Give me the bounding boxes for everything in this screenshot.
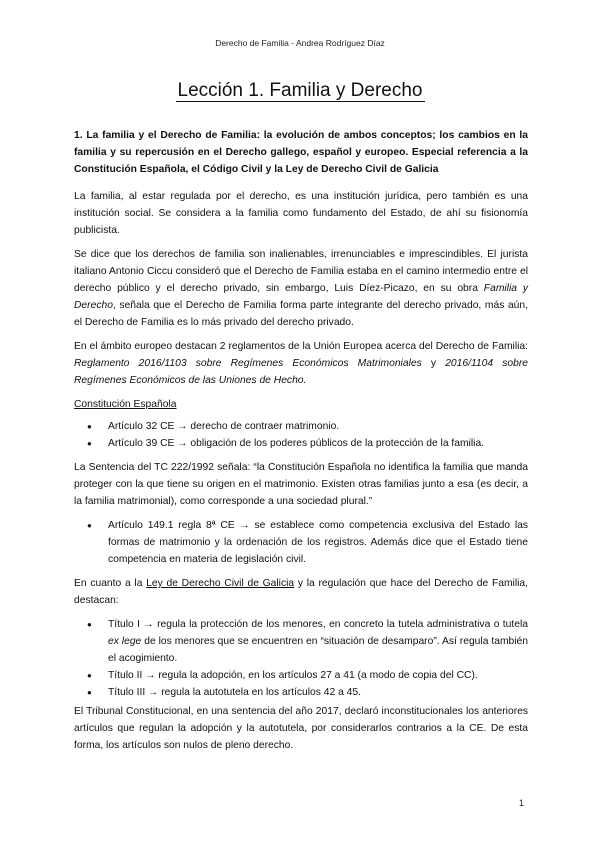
page-title-text: Lección 1. Familia y Derecho [177, 80, 423, 101]
regulation-1103: Reglamento 2016/1103 sobre Regímenes Económicos Matrimoniales [74, 358, 422, 369]
list-item: ● Título II → regula la adopción, en los artículos 27 a 41 (a modo de copia del CC). [74, 667, 528, 684]
para5-text2: y la regulación que hace del Derecho de Familia, destacan: [74, 578, 529, 606]
galicia-titles-list [74, 616, 528, 701]
document-body [74, 127, 528, 761]
page-title [0, 80, 600, 102]
constitucion-heading: Constitución Española [74, 399, 177, 410]
list-item [74, 616, 528, 667]
para2-text2: , señala que el Derecho de Familia forma parte integrante del derecho privado, más aún, el Derecho de Familia es lo más privado del derecho privado. [74, 300, 528, 328]
paragraph-derechos-familia [74, 246, 528, 331]
running-header: Derecho de Familia - Andrea Rodríguez Díaz [215, 38, 385, 48]
regulation-1104: 2016/1104 sobre Regímenes Económicos de las Uniones de Hecho. [74, 358, 528, 386]
para3-text2: y [421, 358, 446, 369]
list-item: ● Artículo 32 CE → derecho de contraer matrimonio. [74, 418, 528, 435]
list-item: ● Artículo 149.1 regla 8ª CE → se establece como competencia exclusiva del Estado las formas de matrimonio y la ordenación de los registros. Además dice que el Estado tiene competencia en materia de legislación civil. [74, 517, 528, 568]
paragraph-ley-galicia [74, 575, 528, 609]
ex-lege: ex lege [108, 636, 142, 647]
titulo1-text1: Título I → regula la protección de los menores, en concreto la tutela administrativa o tutela [108, 619, 528, 630]
articulo-149-list [74, 517, 528, 568]
para2-text1: Se dice que los derechos de familia son inalienables, irrenunciables e imprescindibles. El jurista italiano Antonio Ciccu consideró que el Derecho de Familia estaba en el camino intermedio entre el derecho público y el derecho privado, sin embargo, Luis Díez-Picazo, en su obra [74, 249, 528, 294]
page-number: 1 [519, 798, 525, 808]
constitucion-list [74, 418, 528, 452]
titulo1-text2: de los menores que se encuentren en “situación de desamparo”. Así regula también el acogimiento. [108, 636, 528, 664]
paragraph-ambito-europeo [74, 338, 528, 389]
paragraph-familia-institucion: La familia, al estar regulada por el derecho, es una institución jurídica, pero también es una institución social. Se considera a la familia como fundamento del Estado, de ahí su fisionomía publicista. [74, 191, 528, 236]
para5-text1: En cuanto a la [74, 578, 147, 589]
paragraph-sentencia-tc: La Sentencia del TC 222/1992 señala: “la Constitución Española no identifica la familia que manda proteger con la que tiene su origen en el matrimonio. Existen otras familias junto a esa (es decir, a la familia matrimonial), como corresponde a una sociedad plural.” [74, 462, 528, 507]
list-item: ● Título III → regula la autotutela en los artículos 42 a 45. [74, 684, 528, 701]
paragraph-tribunal-constitucional: El Tribunal Constitucional, en una sentencia del año 2017, declaró inconstitucionales los anteriores artículos que regulan la adopción y la autotutela, por considerarlos contrarios a la CE. De esta forma, los artículos son nulos de pleno derecho. [74, 706, 528, 751]
para3-text1: En el ámbito europeo destacan 2 reglamentos de la Unión Europea acerca del Derecho de Familia: [74, 341, 528, 352]
list-item: ● Artículo 39 CE → obligación de los poderes públicos de la protección de la familia. [74, 435, 528, 452]
section-heading: 1. La familia y el Derecho de Familia: la evolución de ambos conceptos; los cambios en la familia y su repercusión en el Derecho gallego, español y europeo. Especial referencia a la Constitución Española, el Código Civil y la Ley de Derecho Civil de Galicia [74, 130, 528, 175]
ley-galicia-underlined: Ley de Derecho Civil de Galicia [146, 578, 295, 589]
book-title: Familia y Derecho [74, 283, 528, 311]
